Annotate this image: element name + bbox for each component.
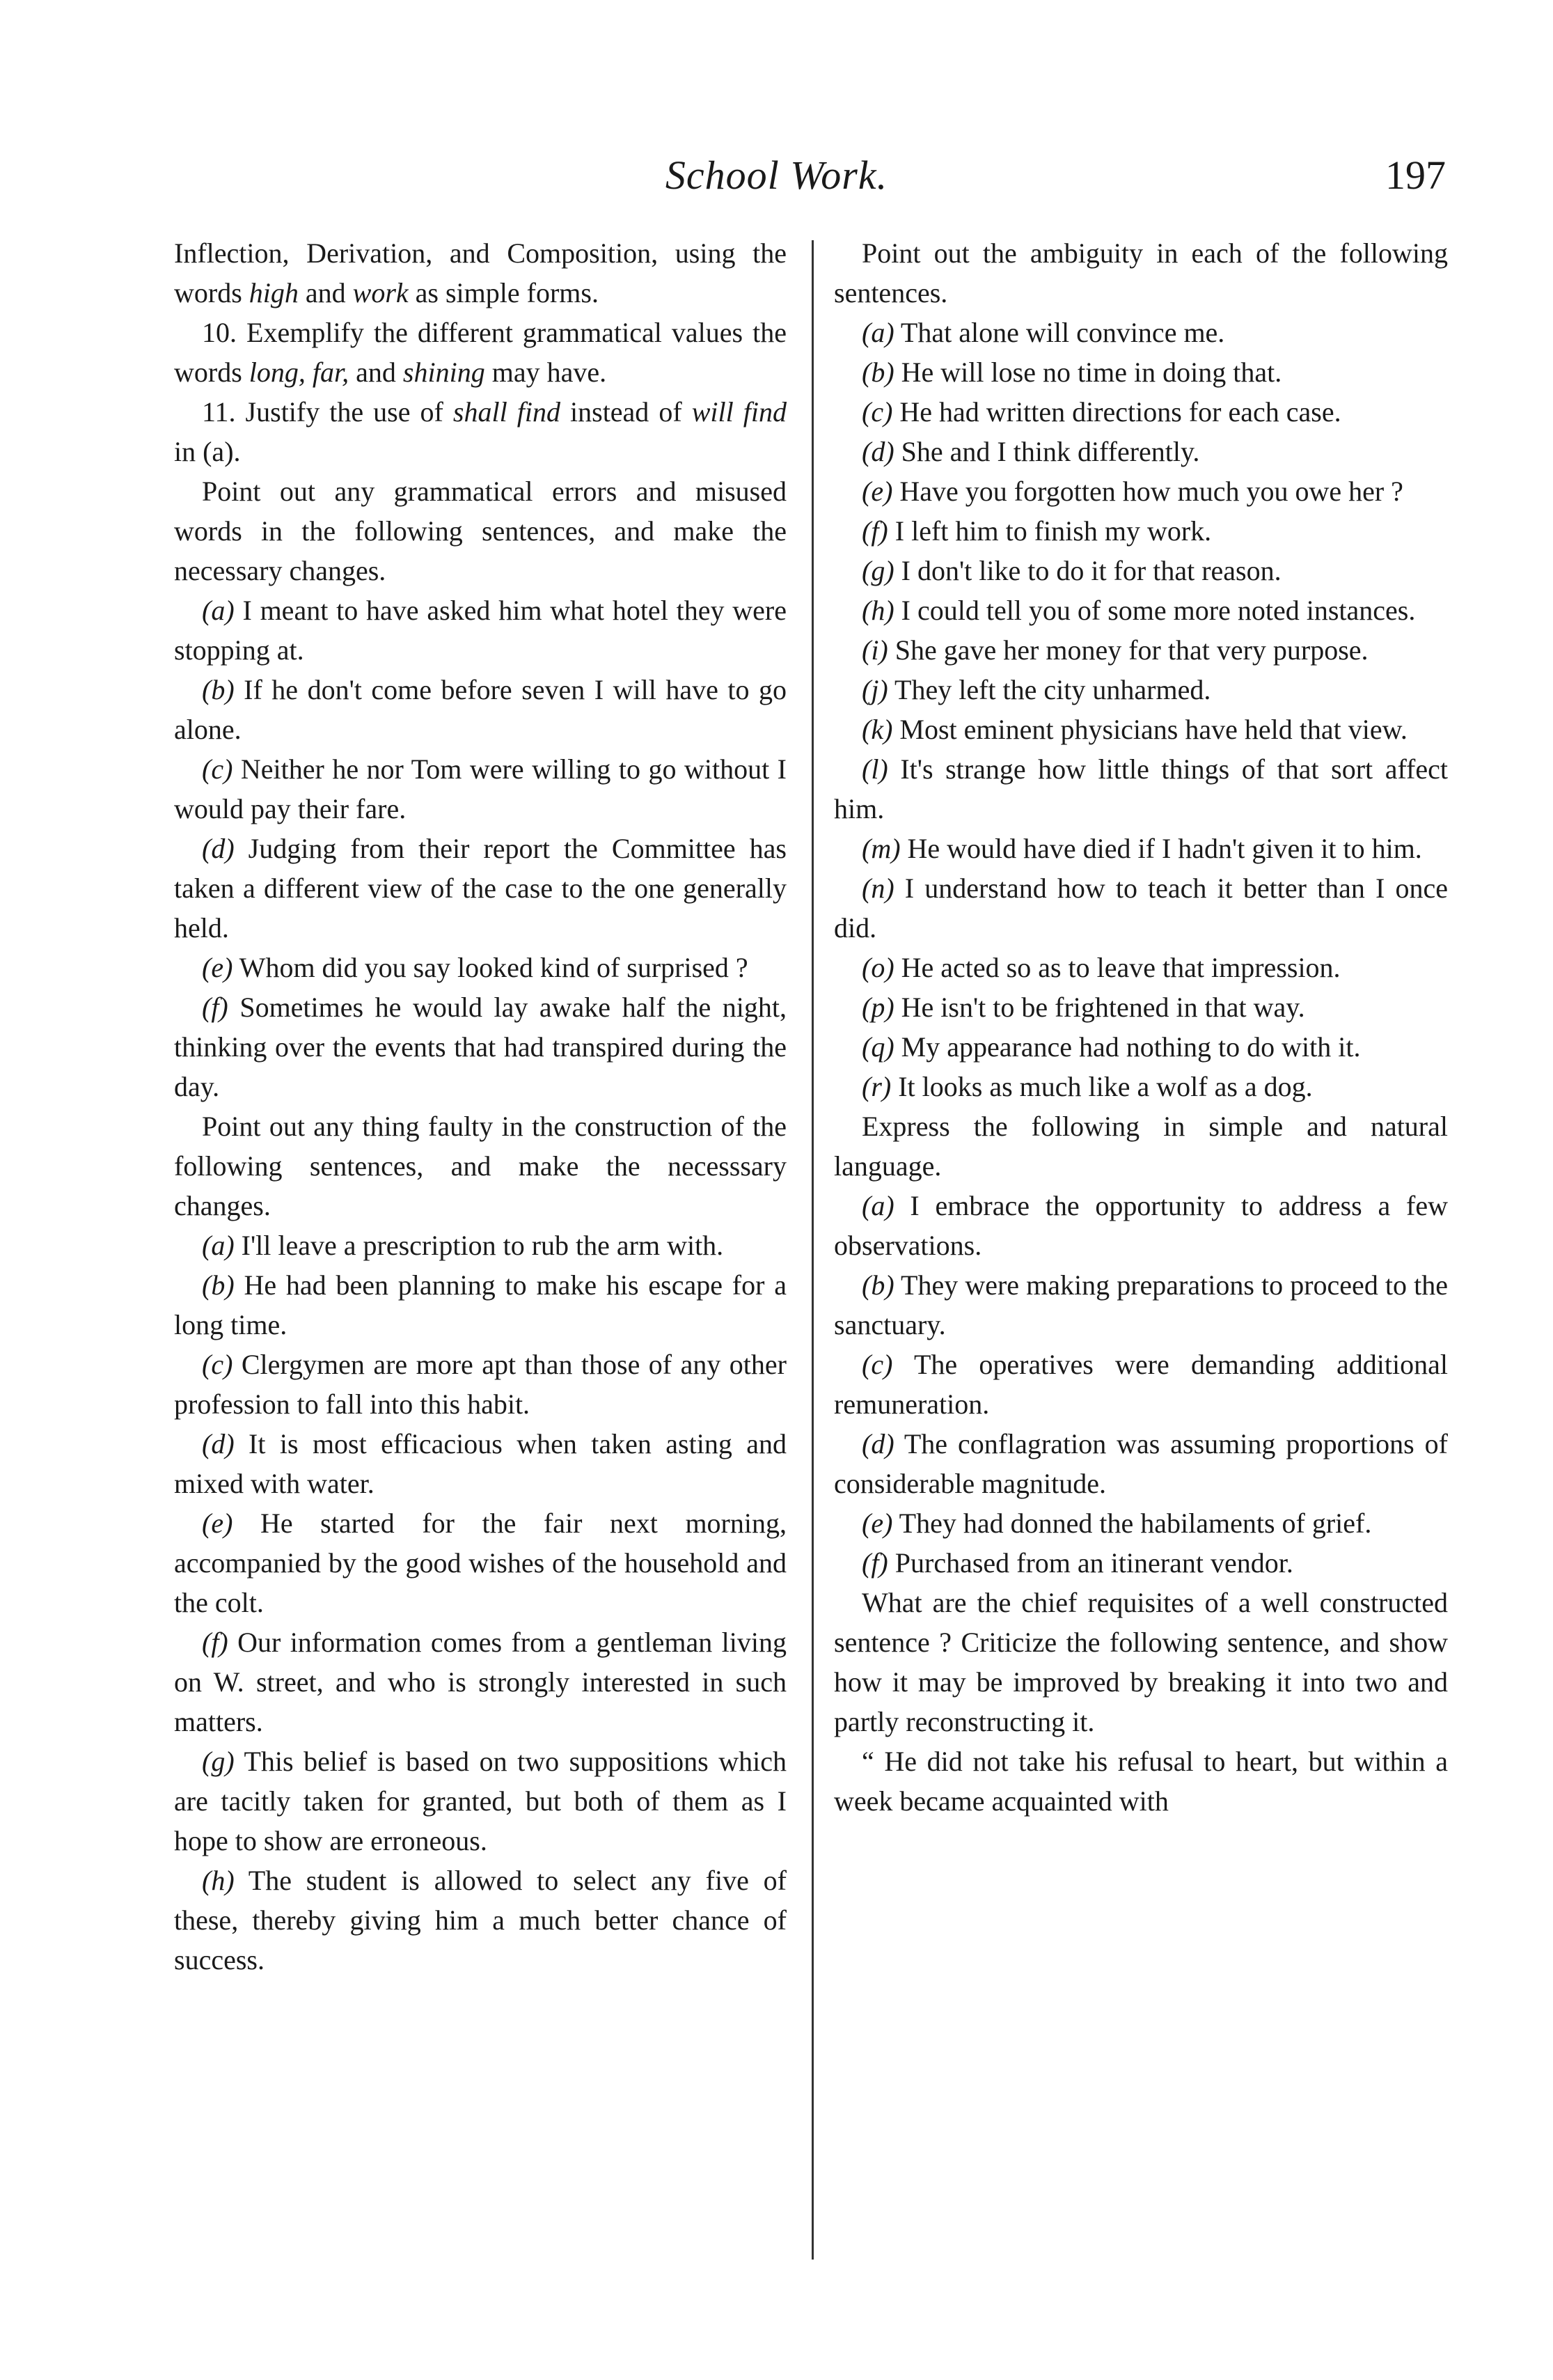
instruction-natural-language: Express the following in simple and natural language. [834, 1111, 1448, 1182]
sentence-text: I embrace the opportunity to address a few observations. [834, 1190, 1448, 1261]
sentence-label: (c) [862, 1349, 893, 1380]
sentence-text: Whom did you say looked kind of surprised ? [232, 952, 748, 983]
sentence-text: Clergymen are more apt than those of any other profession to fall into this habit. [174, 1349, 787, 1420]
sentence-label: (d) [202, 1428, 235, 1459]
sentence-item [834, 1345, 1448, 1424]
sentence-list-construction [174, 1226, 787, 1980]
sentence-text: They had donned the habilaments of grief. [892, 1508, 1372, 1539]
sentence-text: Neither he nor Tom were willing to go without I would pay their fare. [174, 753, 787, 824]
instruction-ambiguity: Point out the ambiguity in each of the following sentences. [834, 237, 1448, 308]
sentence-text: He would have died if I hadn't given it to him. [900, 833, 1422, 864]
sentence-item [834, 1503, 1448, 1543]
sentence-text: He will lose no time in doing that. [894, 357, 1282, 388]
sentence-text: This belief is based on two suppositions which are tacitly taken for granted, but both of them as I hope to show are erroneous. [174, 1746, 787, 1856]
sentence-label: (i) [862, 634, 888, 666]
sentence-item [834, 630, 1448, 670]
sentence-text: The operatives were demanding additional remuneration. [834, 1349, 1448, 1420]
sentence-text: He had been planning to make his escape for a long time. [174, 1269, 787, 1340]
running-header: School Work. [665, 152, 888, 198]
sentence-label: (d) [202, 833, 235, 864]
sentence-text: Purchased from an itinerant vendor. [888, 1547, 1293, 1579]
sentence-label: (m) [862, 833, 901, 864]
sentence-text: I left him to finish my work. [888, 515, 1212, 547]
sentence-label: (e) [862, 476, 893, 507]
sentence-list-ambiguity [834, 313, 1448, 1106]
sentence-item [834, 1186, 1448, 1265]
sentence-label: (r) [862, 1071, 892, 1102]
sentence-text: The conflagration was assuming proportions of considerable magnitude. [834, 1428, 1448, 1499]
sentence-item [834, 392, 1448, 432]
sentence-label: (e) [202, 1508, 233, 1539]
sentence-label: (b) [862, 357, 894, 388]
sentence-label: (g) [202, 1746, 235, 1777]
sentence-label: (p) [862, 992, 894, 1023]
sentence-text: If he don't come before seven I will have to go alone. [174, 674, 787, 745]
sentence-label: (a) [862, 1190, 894, 1221]
sentence-list-natural [834, 1186, 1448, 1583]
sentence-label: (f) [202, 992, 228, 1023]
paragraph-inflection: Inflection, Derivation, and Composition, using the words high and work as simple forms. [174, 237, 787, 308]
sentence-item [834, 313, 1448, 352]
sentence-label: (a) [862, 317, 894, 348]
sentence-label: (l) [862, 753, 888, 785]
sentence-item [834, 1265, 1448, 1345]
sentence-label: (e) [862, 1508, 893, 1539]
sentence-item [834, 670, 1448, 710]
sentence-label: (b) [862, 1269, 894, 1301]
sentence-item [834, 948, 1448, 987]
instruction-construction: Point out any thing faulty in the construction of the following sentences, and make the necesssary changes. [174, 1111, 787, 1221]
sentence-list-errors [174, 590, 787, 1106]
sentence-text: Sometimes he would lay awake half the night, thinking over the events that had transpired during the day. [174, 992, 787, 1102]
sentence-item [174, 1503, 787, 1622]
sentence-item [174, 590, 787, 670]
sentence-text: He started for the fair next morning, accompanied by the good wishes of the household and the colt. [174, 1508, 787, 1618]
sentence-text: She and I think differently. [894, 436, 1200, 467]
sentence-item [834, 551, 1448, 590]
sentence-text: He had written directions for each case. [892, 396, 1341, 428]
sentence-item [174, 670, 787, 749]
sentence-label: (k) [862, 714, 893, 745]
sentence-text: Our information comes from a gentleman living on W. street, and who is strongly interested in such matters. [174, 1627, 787, 1737]
sentence-item [834, 710, 1448, 749]
question-11: 11. Justify the use of shall find instead of will find in (a). [174, 396, 787, 467]
sentence-item [174, 948, 787, 987]
sentence-item [174, 1265, 787, 1345]
quoted-sentence: “ He did not take his refusal to heart, but within a week became acquainted with [834, 1746, 1448, 1817]
sentence-text: The student is allowed to select any five of these, thereby giving him a much better chance of success. [174, 1865, 787, 1975]
sentence-item [834, 590, 1448, 630]
sentence-text: That alone will convince me. [894, 317, 1225, 348]
sentence-label: (g) [862, 555, 894, 586]
sentence-label: (q) [862, 1031, 894, 1063]
column-divider [812, 240, 814, 2260]
sentence-label: (d) [862, 436, 894, 467]
sentence-label: (b) [202, 1269, 235, 1301]
sentence-text: Have you forgotten how much you owe her ? [892, 476, 1403, 507]
sentence-item [834, 749, 1448, 829]
sentence-item [174, 1861, 787, 1980]
sentence-item [174, 749, 787, 829]
sentence-text: Judging from their report the Committee has taken a different view of the case to the one generally held. [174, 833, 787, 944]
sentence-label: (n) [862, 872, 894, 904]
sentence-item [174, 987, 787, 1106]
sentence-text: It's strange how little things of that sort affect him. [834, 753, 1448, 824]
sentence-item [834, 1543, 1448, 1583]
sentence-text: He isn't to be frightened in that way. [894, 992, 1305, 1023]
sentence-text: Most eminent physicians have held that view. [892, 714, 1408, 745]
sentence-label: (o) [862, 952, 894, 983]
sentence-item [174, 1424, 787, 1503]
sentence-label: (f) [862, 1547, 888, 1579]
sentence-text: She gave her money for that very purpose. [888, 634, 1369, 666]
sentence-text: It looks as much like a wolf as a dog. [891, 1071, 1313, 1102]
sentence-label: (e) [202, 952, 233, 983]
sentence-text: I don't like to do it for that reason. [894, 555, 1282, 586]
sentence-label: (f) [862, 515, 888, 547]
sentence-item [174, 1622, 787, 1741]
sentence-item [834, 1067, 1448, 1106]
sentence-item [834, 352, 1448, 392]
instruction-requisites: What are the chief requisites of a well constructed sentence ? Criticize the following sentence, and show how it may be improved by breaking it into two and partly reconstructing it. [834, 1587, 1448, 1737]
sentence-label: (c) [862, 396, 893, 428]
sentence-label: (h) [862, 595, 894, 626]
sentence-label: (f) [202, 1627, 228, 1658]
sentence-text: My appearance had nothing to do with it. [894, 1031, 1361, 1063]
sentence-item [834, 829, 1448, 868]
sentence-label: (c) [202, 1349, 233, 1380]
sentence-label: (h) [202, 1865, 235, 1896]
sentence-item [834, 868, 1448, 948]
sentence-item [174, 1345, 787, 1424]
sentence-item [834, 511, 1448, 551]
page-number: 197 [1385, 152, 1446, 198]
sentence-item [174, 1741, 787, 1861]
left-column [174, 233, 787, 1980]
sentence-label: (b) [202, 674, 235, 705]
sentence-item [834, 471, 1448, 511]
instruction-grammatical-errors: Point out any grammatical errors and misused words in the following sentences, and make the necessary changes. [174, 476, 787, 586]
sentence-label: (a) [202, 595, 235, 626]
sentence-text: They were making preparations to proceed to the sanctuary. [834, 1269, 1448, 1340]
question-10: 10. Exemplify the different grammatical values the words long, far, and shining may have. [174, 317, 787, 388]
sentence-text: It is most efficacious when taken asting and mixed with water. [174, 1428, 787, 1499]
sentence-item [174, 829, 787, 948]
sentence-label: (a) [202, 1230, 235, 1261]
sentence-item [174, 1226, 787, 1265]
right-column [834, 233, 1448, 1821]
sentence-text: They left the city unharmed. [888, 674, 1211, 705]
sentence-item [834, 432, 1448, 471]
sentence-text: I meant to have asked him what hotel they were stopping at. [174, 595, 787, 666]
sentence-item [834, 1027, 1448, 1067]
sentence-text: He acted so as to leave that impression. [894, 952, 1341, 983]
sentence-text: I understand how to teach it better than I once did. [834, 872, 1448, 944]
sentence-item [834, 987, 1448, 1027]
sentence-label: (j) [862, 674, 888, 705]
sentence-text: I'll leave a prescription to rub the arm with. [234, 1230, 724, 1261]
sentence-item [834, 1424, 1448, 1503]
sentence-label: (d) [862, 1428, 894, 1459]
sentence-label: (c) [202, 753, 233, 785]
sentence-text: I could tell you of some more noted instances. [894, 595, 1416, 626]
